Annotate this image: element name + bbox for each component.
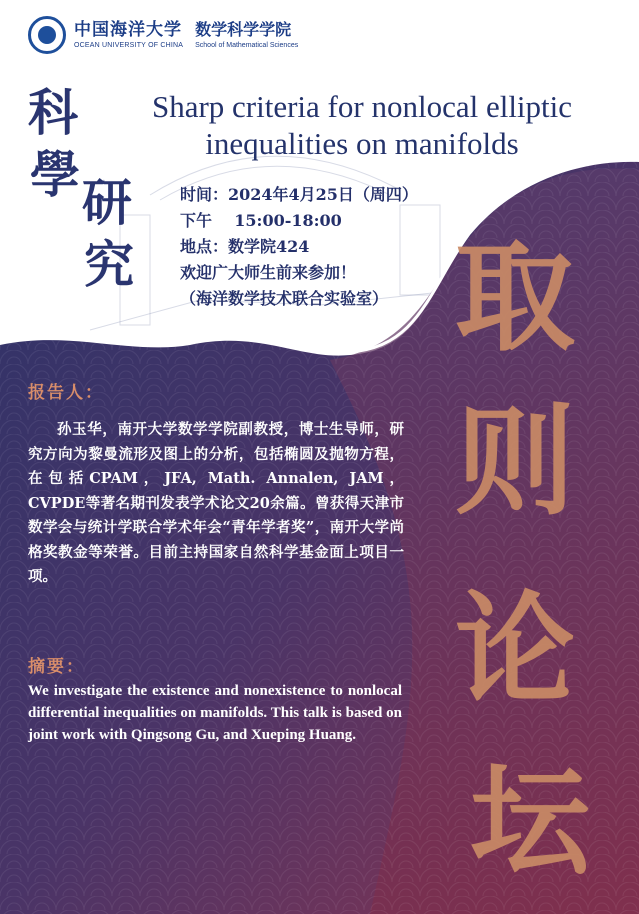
event-time: 时间：2024年4月25日（周四） <box>180 185 418 204</box>
university-name <box>74 19 183 51</box>
university-name-en: OCEAN UNIVERSITY OF CHINA <box>74 42 184 49</box>
event-info <box>180 182 418 312</box>
vertical-title-char-1: 科 <box>28 83 78 142</box>
event-location: 地点：数学院424 <box>180 237 310 256</box>
talk-title <box>112 88 612 162</box>
forum-char-4: 坛 <box>470 751 590 892</box>
speaker-bio: 孙玉华，南开大学数学学院副教授，博士生导师，研究方向为黎曼流形及图上的分析，包括椭圆及抛物方程，在包括CPAM，JFA, Math. Annalen, JAM，CVPDE等著名期刊发表学术论文20余篇。曾获得天津市数学会与统计学联合学术年会“青年学者奖”，南开大学尚格奖教金等荣誉。目前主持国家自然科学基金面上项目一项。 <box>28 421 404 585</box>
school-name-cn: 数学科学学院 <box>195 20 292 39</box>
abstract-heading: 摘要： <box>28 657 85 677</box>
vertical-title-char-3: 研 <box>82 173 132 232</box>
university-logo <box>28 16 66 54</box>
university-name-cn: 中国海洋大学 <box>74 20 182 40</box>
event-welcome: 欢迎广大师生前来参加！ <box>180 263 357 282</box>
talk-title-line-2: inequalities on manifolds <box>205 126 519 161</box>
speaker-heading: 报告人： <box>28 383 104 403</box>
vertical-title-char-2: 學 <box>30 145 80 204</box>
abstract-text: We investigate the existence and nonexistence to nonlocal differential inequalities on manifolds. This talk is based on joint work with Qingsong Gu, and Xueping Huang. <box>28 683 402 743</box>
vertical-title-char-4: 究 <box>84 235 134 294</box>
school-name <box>195 19 298 51</box>
forum-char-3: 论 <box>455 579 575 720</box>
event-afternoon: 下午 15:00-18:00 <box>180 211 342 230</box>
forum-char-2: 则 <box>455 391 575 532</box>
event-host: （海洋数学技术联合实验室） <box>180 289 389 308</box>
talk-title-line-1: Sharp criteria for nonlocal elliptic <box>151 89 573 124</box>
header <box>28 16 298 54</box>
school-name-en: School of Mathematical Sciences <box>195 42 299 49</box>
forum-char-1: 取 <box>455 227 575 368</box>
